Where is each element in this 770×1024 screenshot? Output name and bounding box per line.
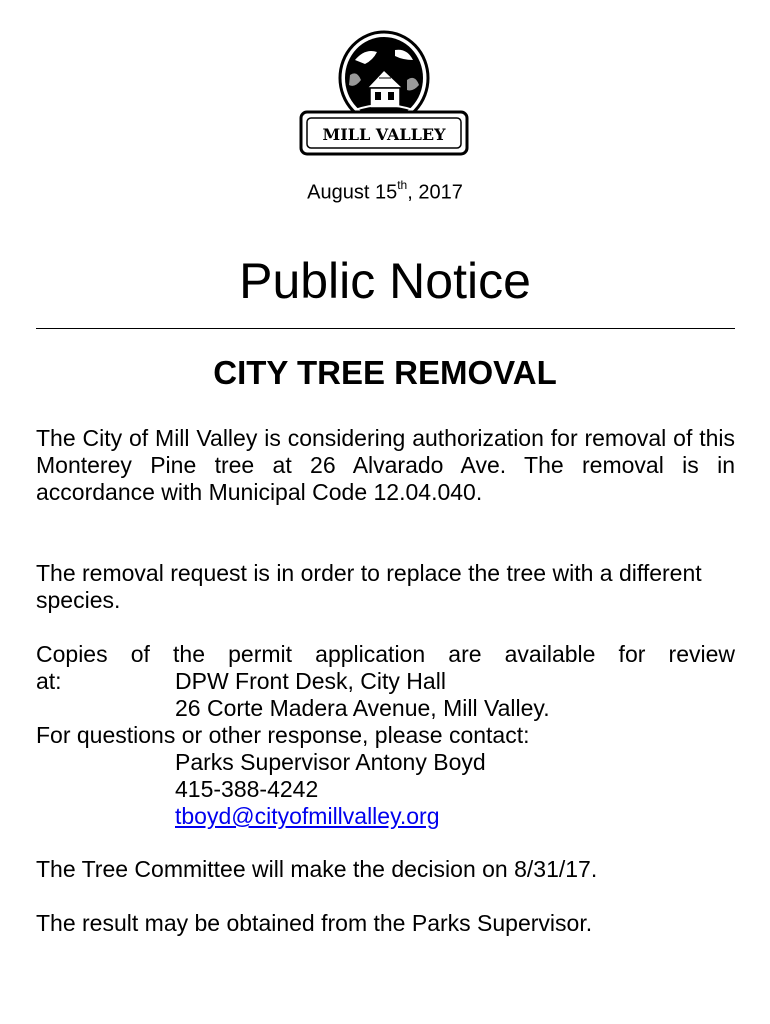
contact-email-row [36,803,735,830]
title-divider [36,328,735,329]
mill-valley-logo [295,30,473,158]
location-line-1: DPW Front Desk, City Hall [175,668,446,694]
result-paragraph: The result may be obtained from the Parks Supervisor. [36,910,593,936]
location-line-2: 26 Corte Madera Avenue, Mill Valley. [175,695,550,721]
contact-phone: 415-388-4242 [175,776,319,802]
date-year: , 2017 [407,181,463,204]
contact-name: Parks Supervisor Antony Boyd [175,749,486,775]
date-month-day: August 15 [307,181,398,204]
questions-line: For questions or other response, please contact: [36,722,530,748]
date-suffix: th [397,178,408,192]
page-title: Public Notice [239,253,531,309]
contact-block [36,641,735,830]
decision-paragraph: The Tree Committee will make the decision on 8/31/17. [36,856,598,882]
copies-intro: Copies of the permit application are available for review [36,641,735,667]
logo-text: MILL VALLEY [322,125,446,144]
contact-email-link[interactable]: tboyd@cityofmillvalley.org [175,803,440,829]
notice-date [0,180,770,205]
location-row [36,668,735,695]
intro-paragraph: The City of Mill Valley is considering authorization for removal of this Monterey Pine tree at 26 Alvarado Ave. The removal is in accordance with Municipal Code 12.04.040. [36,425,735,505]
notice-subtitle: CITY TREE REMOVAL [213,354,557,391]
reason-paragraph: The removal request is in order to replace the tree with a different species. [36,560,702,613]
copies-at-label: at: [36,668,62,694]
